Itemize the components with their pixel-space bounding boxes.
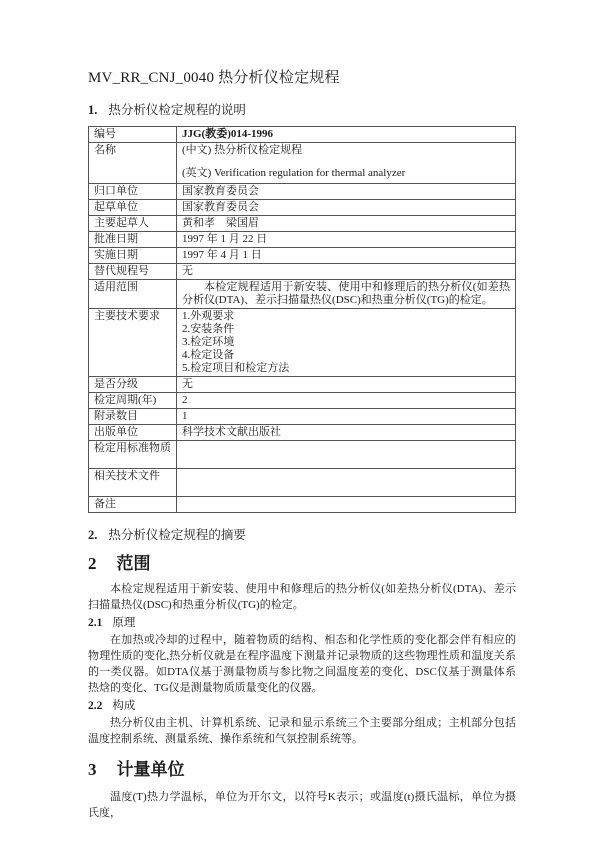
row-label: 主要起草人	[89, 216, 177, 232]
row-value: 黄和孝 梁国眉	[177, 216, 516, 232]
table-row	[89, 143, 516, 184]
table-row	[89, 441, 516, 469]
units-section-number: 3	[88, 760, 97, 779]
row-value-line: 1.外观要求	[182, 310, 235, 322]
row-label: 是否分级	[89, 377, 177, 393]
row-value-line: (英文) Verification regulation for thermal analyzer	[182, 167, 406, 179]
regulation-spec-table	[88, 126, 516, 513]
row-value	[177, 143, 516, 184]
table-row	[89, 264, 516, 280]
composition-paragraph: 热分析仪由主机、计算机系统、记录和显示系统三个主要部分组成；主机部分包括温度控制系统、测量系统、操作系统和气氛控制系统等。	[88, 717, 516, 745]
row-label: 备注	[89, 497, 177, 513]
row-value-line: 3.检定环境	[182, 336, 235, 348]
table-row	[89, 393, 516, 409]
row-value	[177, 309, 516, 377]
principle-paragraph: 在加热或冷却的过程中，随着物质的结构、相态和化学性质的变化都会伴有相应的物理性质的变化,热分析仪就是在程序温度下测量并记录物质的这些物理性质和温度关系的一类仪器。如DTA仪基于测量物质与参比物之间温度差的变化、DSC仪基于测量体系热焓的变化、TG仪是测量物质质量变化的仪器。	[88, 634, 516, 694]
row-value: 1997 年 4 月 1 日	[177, 248, 516, 264]
row-label: 出版单位	[89, 425, 177, 441]
row-label: 相关技术文件	[89, 469, 177, 497]
row-value: 本检定规程适用于新安装、使用中和修理后的热分析仪(如差热分析仪(DTA)、差示扫描量热仪(DSC)和热重分析仪(TG)的检定。	[177, 280, 516, 309]
table-row	[89, 309, 516, 377]
units-section-title: 计量单位	[116, 760, 185, 779]
table-row	[89, 216, 516, 232]
table-row	[89, 377, 516, 393]
row-value	[177, 469, 516, 497]
table-row	[89, 425, 516, 441]
table-row	[89, 497, 516, 513]
row-value: 国家教育委员会	[177, 200, 516, 216]
composition-title: 构成	[112, 700, 136, 712]
row-value: 1997 年 1 月 22 日	[177, 232, 516, 248]
section-2-title: 热分析仪检定规程的摘要	[108, 528, 246, 542]
composition-number: 2.2	[88, 700, 103, 712]
composition-subheading	[88, 699, 516, 714]
row-value-line: 4.检定设备	[182, 349, 235, 361]
row-value: 2	[177, 393, 516, 409]
scope-section-title: 范围	[116, 554, 151, 573]
document-title: MV_RR_CNJ_0040 热分析仪检定规程	[88, 70, 340, 86]
row-value: 无	[177, 264, 516, 280]
principle-number: 2.1	[88, 617, 103, 629]
table-row	[89, 127, 516, 143]
page-content	[88, 69, 516, 821]
section-2-heading	[88, 527, 516, 543]
row-value: 无	[177, 377, 516, 393]
row-label: 归口单位	[89, 184, 177, 200]
row-value: 科学技术文献出版社	[177, 425, 516, 441]
table-row	[89, 248, 516, 264]
row-label: 附录数目	[89, 409, 177, 425]
table-row	[89, 232, 516, 248]
row-value	[177, 497, 516, 513]
table-row	[89, 469, 516, 497]
row-label: 起草单位	[89, 200, 177, 216]
spec-table-body	[89, 127, 516, 513]
row-value: 1	[177, 409, 516, 425]
row-label: 检定用标准物质	[89, 441, 177, 469]
row-value-line: 2.安装条件	[182, 323, 235, 335]
row-label: 替代规程号	[89, 264, 177, 280]
principle-title: 原理	[112, 617, 136, 629]
table-row	[89, 200, 516, 216]
table-row	[89, 280, 516, 309]
row-label: 编号	[89, 127, 177, 143]
row-value	[177, 441, 516, 469]
row-value: 国家教育委员会	[177, 184, 516, 200]
row-value-line: (中文) 热分析仪检定规程	[182, 144, 303, 156]
row-value: JJG(教委)014-1996	[177, 127, 516, 143]
row-label: 批准日期	[89, 232, 177, 248]
scope-paragraph: 本检定规程适用于新安装、使用中和修理后的热分析仪(如差热分析仪(DTA)、差示扫描量热仪(DSC)和热重分析仪(TG)的检定。	[88, 583, 516, 611]
row-value-line: 5.检定项目和检定方法	[182, 362, 290, 374]
row-label: 适用范围	[89, 280, 177, 309]
table-row	[89, 184, 516, 200]
section-1-title: 热分析仪检定规程的说明	[108, 103, 246, 117]
units-paragraph: 温度(T)热力学温标，单位为开尔文，以符号K表示；或温度(t)摄氏温标，单位为摄氏度，	[88, 791, 516, 819]
row-label: 实施日期	[89, 248, 177, 264]
section-1-heading	[88, 102, 516, 118]
section-1-number: 1.	[88, 103, 98, 117]
scope-section-number: 2	[88, 554, 97, 573]
row-label: 名称	[89, 143, 177, 184]
scope-section-heading	[88, 553, 516, 574]
table-row	[89, 409, 516, 425]
units-section-heading	[88, 759, 516, 780]
row-label: 检定周期(年)	[89, 393, 177, 409]
section-2-number: 2.	[88, 528, 98, 542]
row-label: 主要技术要求	[89, 309, 177, 377]
principle-subheading	[88, 616, 516, 631]
